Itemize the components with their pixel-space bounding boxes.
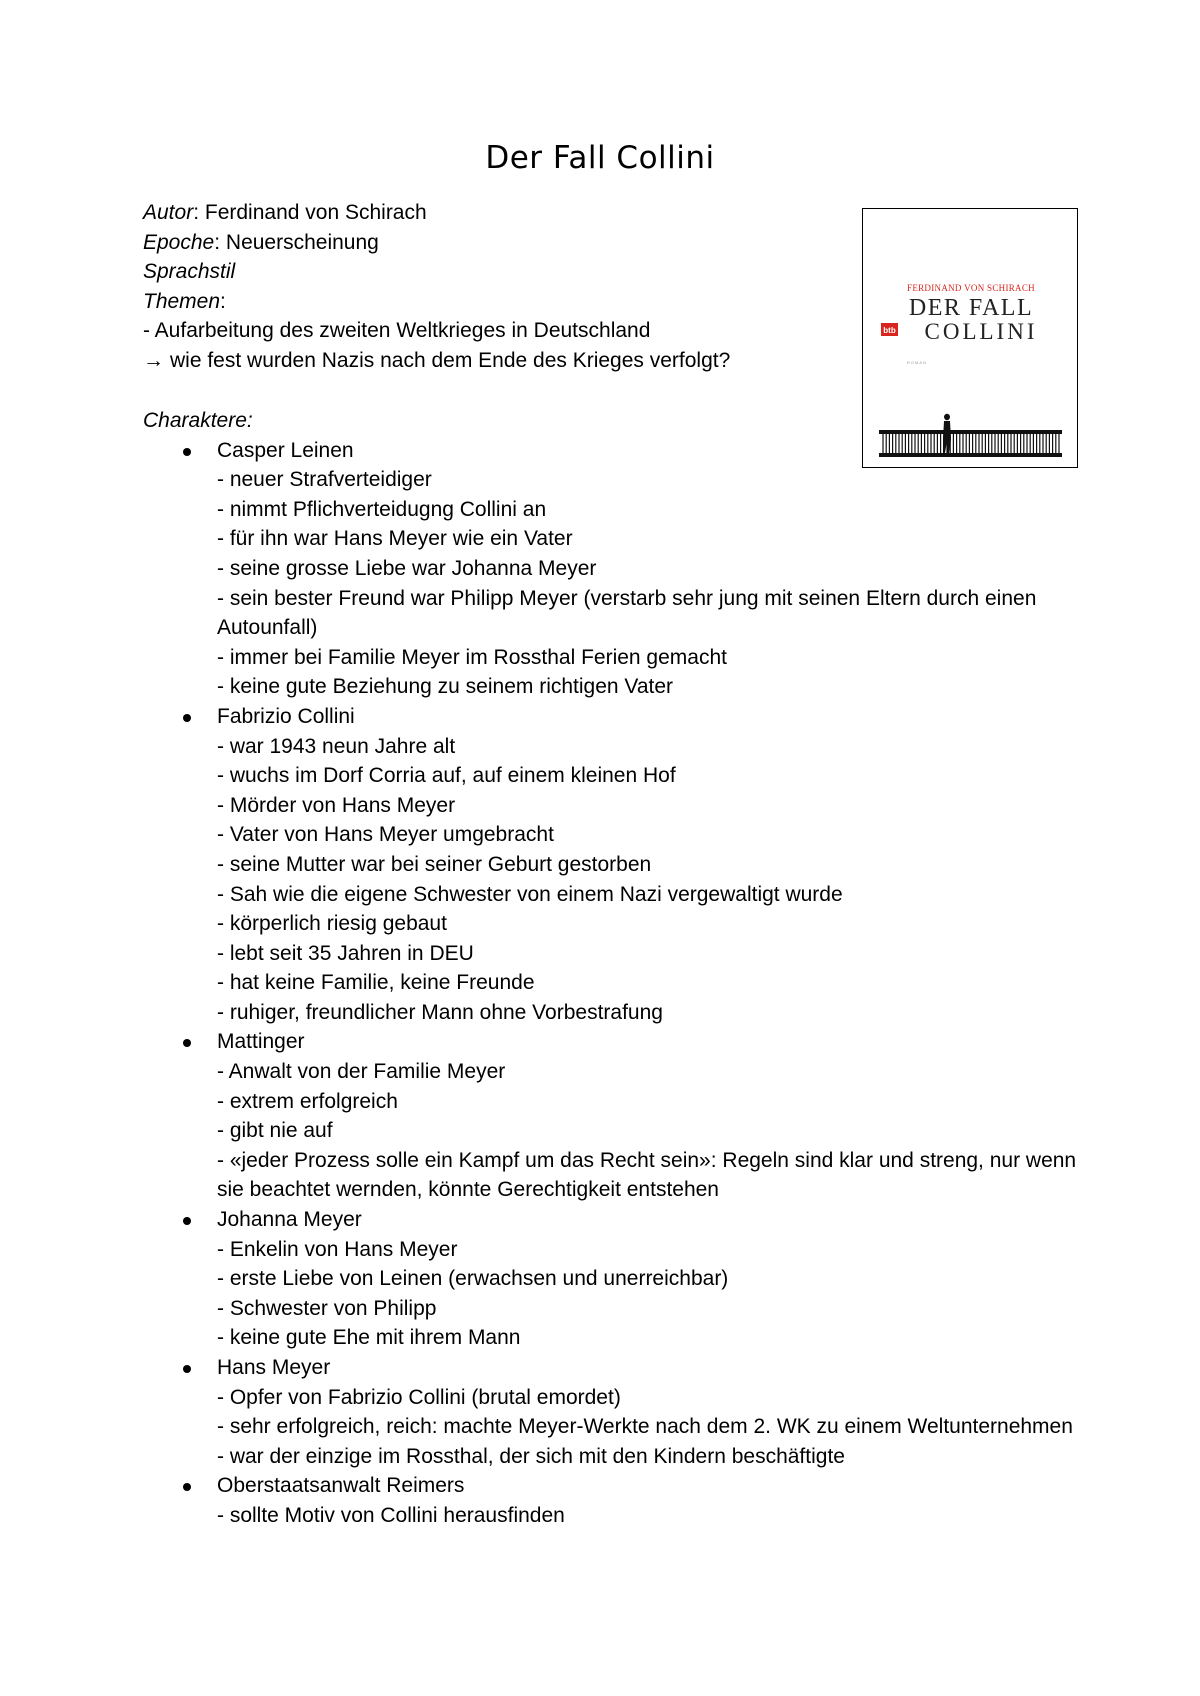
character-detail: - wuchs im Dorf Corria auf, auf einem kleinen Hof bbox=[217, 764, 676, 788]
author-line: Autor: Ferdinand von Schirach bbox=[143, 201, 427, 224]
theme-item: - Aufarbeitung des zweiten Weltkrieges in Deutschland bbox=[143, 319, 651, 343]
epoch-label: Epoche bbox=[143, 230, 215, 254]
bullet-icon bbox=[183, 448, 191, 456]
publisher-mark: btb bbox=[883, 326, 896, 335]
characters-section bbox=[143, 406, 1083, 1531]
character-detail: - keine gute Ehe mit ihrem Mann bbox=[217, 1326, 521, 1350]
character-name: Mattinger bbox=[217, 1030, 305, 1054]
character-item bbox=[143, 1353, 1083, 1471]
author-label: Autor bbox=[143, 201, 194, 224]
character-detail: - immer bei Familie Meyer im Rossthal Ferien gemacht bbox=[217, 645, 727, 669]
character-detail: - war der einzige im Rossthal, der sich mit den Kindern beschäftigte bbox=[217, 1444, 845, 1468]
book-metadata bbox=[143, 198, 843, 376]
character-detail: - keine gute Beziehung zu seinem richtigen Vater bbox=[217, 675, 674, 699]
character-detail: - seine Mutter war bei seiner Geburt gestorben bbox=[217, 852, 652, 876]
character-detail: - nimmt Pflichverteidugng Collini an bbox=[217, 497, 547, 521]
bullet-icon bbox=[183, 1039, 191, 1047]
style-line bbox=[143, 257, 843, 287]
character-detail: - lebt seit 35 Jahren in DEU bbox=[217, 941, 474, 965]
character-detail: - ruhiger, freundlicher Mann ohne Vorbestrafung bbox=[217, 1000, 663, 1024]
character-item bbox=[143, 436, 1083, 702]
arrow-right-icon: → bbox=[143, 348, 164, 372]
style-label: Sprachstil bbox=[143, 260, 236, 284]
character-detail: - sehr erfolgreich, reich: machte Meyer-Werkte nach dem 2. WK zu einem Weltunternehmen bbox=[217, 1415, 1073, 1439]
cover-title-line1: DER FALL bbox=[908, 295, 1034, 321]
character-name: Fabrizio Collini bbox=[217, 704, 355, 728]
character-detail: - «jeder Prozess solle ein Kampf um das Recht sein»: Regeln sind klar und streng, nur wenn sie beachtet wernden, könnte Gerechtigkeit entstehen bbox=[217, 1148, 1077, 1202]
character-detail: - für ihn war Hans Meyer wie ein Vater bbox=[217, 527, 573, 551]
character-name: Oberstaatsanwalt Reimers bbox=[217, 1474, 465, 1498]
character-detail: - sein bester Freund war Philipp Meyer (verstarb sehr jung mit seinen Eltern durch einen Autounfall) bbox=[217, 586, 1037, 640]
bullet-icon bbox=[183, 1217, 191, 1225]
character-list bbox=[143, 436, 1083, 1531]
character-detail: - Schwester von Philipp bbox=[217, 1296, 437, 1320]
theme-question: wie fest wurden Nazis nach dem Ende des Krieges verfolgt? bbox=[170, 348, 731, 372]
character-detail: - sollte Motiv von Collini herausfinden bbox=[217, 1503, 565, 1527]
character-detail: - gibt nie auf bbox=[217, 1119, 333, 1143]
character-name: Casper Leinen bbox=[217, 438, 354, 462]
character-detail: - hat keine Familie, keine Freunde bbox=[217, 971, 535, 995]
character-detail: - Opfer von Fabrizio Collini (brutal emordet) bbox=[217, 1385, 621, 1409]
character-detail: - extrem erfolgreich bbox=[217, 1089, 398, 1113]
bullet-icon bbox=[183, 1483, 191, 1491]
character-detail: - körperlich riesig gebaut bbox=[217, 912, 447, 936]
themes-line: Themen: bbox=[143, 289, 226, 313]
themes-label: Themen bbox=[143, 289, 221, 313]
bullet-icon bbox=[183, 714, 191, 722]
character-detail: - Vater von Hans Meyer umgebracht bbox=[217, 823, 554, 847]
cover-author: FERDINAND VON SCHIRACH bbox=[907, 283, 1035, 293]
character-detail: - neuer Strafverteidiger bbox=[217, 468, 432, 492]
character-item bbox=[143, 1027, 1083, 1205]
character-item bbox=[143, 1471, 1083, 1530]
epoch-value: Neuerscheinung bbox=[225, 230, 379, 254]
character-detail: - Anwalt von der Familie Meyer bbox=[217, 1060, 506, 1084]
character-detail: - Mörder von Hans Meyer bbox=[217, 793, 456, 817]
cover-title-line2: COLLINI bbox=[924, 319, 1038, 344]
character-detail: - Enkelin von Hans Meyer bbox=[217, 1237, 458, 1261]
character-item bbox=[143, 702, 1083, 1028]
epoch-line: Epoche: Neuerscheinung bbox=[143, 230, 379, 254]
character-detail: - erste Liebe von Leinen (erwachsen und unerreichbar) bbox=[217, 1267, 729, 1291]
character-item bbox=[143, 1205, 1083, 1353]
bullet-icon bbox=[183, 1365, 191, 1373]
character-detail: - Sah wie die eigene Schwester von einem Nazi vergewaltigt wurde bbox=[217, 882, 843, 906]
theme-question-line bbox=[143, 346, 843, 376]
character-detail: - war 1943 neun Jahre alt bbox=[217, 734, 456, 758]
page-title: Der Fall Collini bbox=[485, 140, 715, 176]
cover-subtitle: ROMAN bbox=[907, 360, 927, 365]
character-name: Johanna Meyer bbox=[217, 1208, 362, 1232]
author-value: Ferdinand von Schirach bbox=[204, 201, 427, 224]
characters-heading: Charaktere: bbox=[143, 409, 253, 432]
character-name: Hans Meyer bbox=[217, 1356, 331, 1379]
character-detail: - seine grosse Liebe war Johanna Meyer bbox=[217, 556, 597, 580]
